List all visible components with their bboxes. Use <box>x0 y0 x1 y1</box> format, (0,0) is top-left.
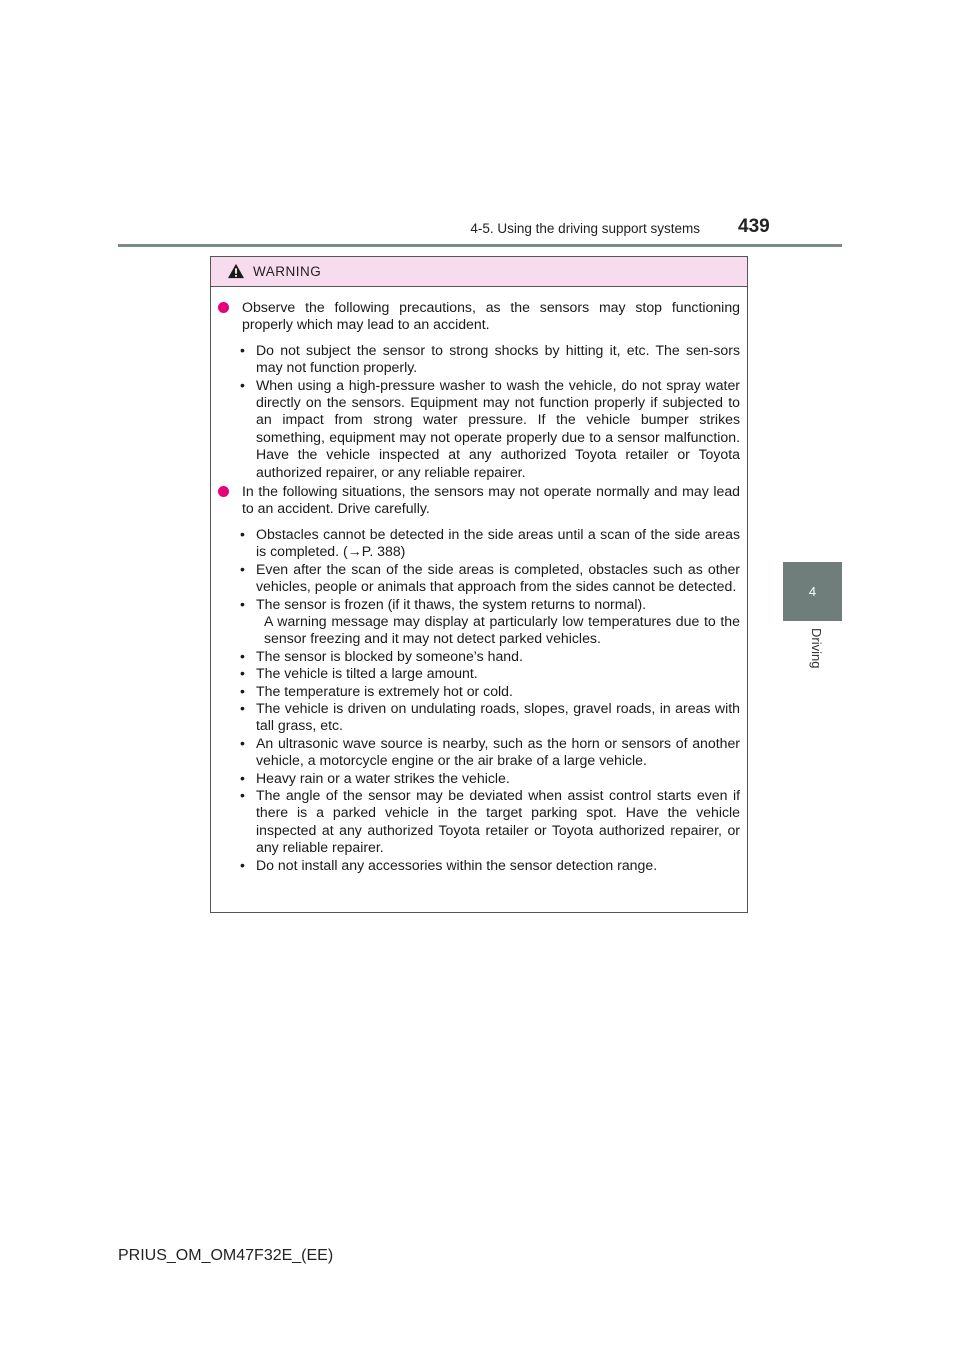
warning-label: WARNING <box>253 264 322 279</box>
chapter-label: Driving <box>809 628 824 669</box>
list-item: • Even after the scan of the side areas is completed, obstacles such as other vehicles, people or animals that approach from the sides cannot be detected. <box>218 561 740 596</box>
list-item: • Do not subject the sensor to strong shocks by hitting it, etc. The sen-sors may not function properly. <box>218 342 740 377</box>
section-text: Observe the following precautions, as the sensors may stop functioning properly which may lead to an accident. <box>242 299 740 333</box>
pink-bullet-icon <box>218 302 229 313</box>
list-item: • An ultrasonic wave source is nearby, such as the horn or sensors of another vehicle, a motorcycle engine or the air brake of a large vehicle. <box>218 735 740 770</box>
section-text: In the following situations, the sensors may not operate normally and may lead to an accident. Drive carefully. <box>242 483 740 517</box>
warning-section <box>218 483 740 518</box>
chapter-tab <box>783 562 842 621</box>
warning-triangle-icon <box>227 263 245 279</box>
warning-box <box>210 256 748 913</box>
list-item: • The sensor is frozen (if it thaws, the system returns to normal). <box>218 596 740 613</box>
list-item: • Obstacles cannot be detected in the side areas until a scan of the side areas is completed. (→P. 388) <box>218 526 740 561</box>
list-item: • The angle of the sensor may be deviated when assist control starts even if there is a parked vehicle in the target parking spot. Have the vehicle inspected at any authorized Toyota retailer or Toyota authorized repairer, or any reliable repairer. <box>218 787 740 857</box>
warning-header <box>211 257 747 287</box>
sub-list <box>218 526 740 874</box>
chapter-number: 4 <box>808 584 817 599</box>
list-item: • The temperature is extremely hot or cold. <box>218 683 740 700</box>
section-title: 4-5. Using the driving support systems <box>470 221 700 236</box>
list-item: • Heavy rain or a water strikes the vehicle. <box>218 770 740 787</box>
list-item: • When using a high-pressure washer to wash the vehicle, do not spray water directly on the sensors. Equipment may not function properly if subjected to an impact from strong water pressure. If the vehicle bumper strikes something, equipment may not operate properly due to a sensor malfunction. Have the vehicle inspected at any authorized Toyota retailer or Toyota authorized repairer, or any reliable repairer. <box>218 377 740 481</box>
pink-bullet-icon <box>218 486 229 497</box>
list-item: • The vehicle is driven on undulating roads, slopes, gravel roads, in areas with tall grass, etc. <box>218 700 740 735</box>
warning-section <box>218 299 740 334</box>
warning-body <box>211 287 747 874</box>
list-item: • The sensor is blocked by someone’s hand. <box>218 648 740 665</box>
list-item: • The vehicle is tilted a large amount. <box>218 665 740 682</box>
page-number: 439 <box>738 216 770 237</box>
list-item-continuation: A warning message may display at particularly low temperatures due to the sensor freezing and it may not detect parked vehicles. <box>264 612 740 647</box>
header-divider <box>118 244 842 247</box>
sub-list <box>218 342 740 481</box>
footer-doc-code: PRIUS_OM_OM47F32E_(EE) <box>118 1247 334 1264</box>
list-item: • Do not install any accessories within the sensor detection range. <box>218 857 740 874</box>
